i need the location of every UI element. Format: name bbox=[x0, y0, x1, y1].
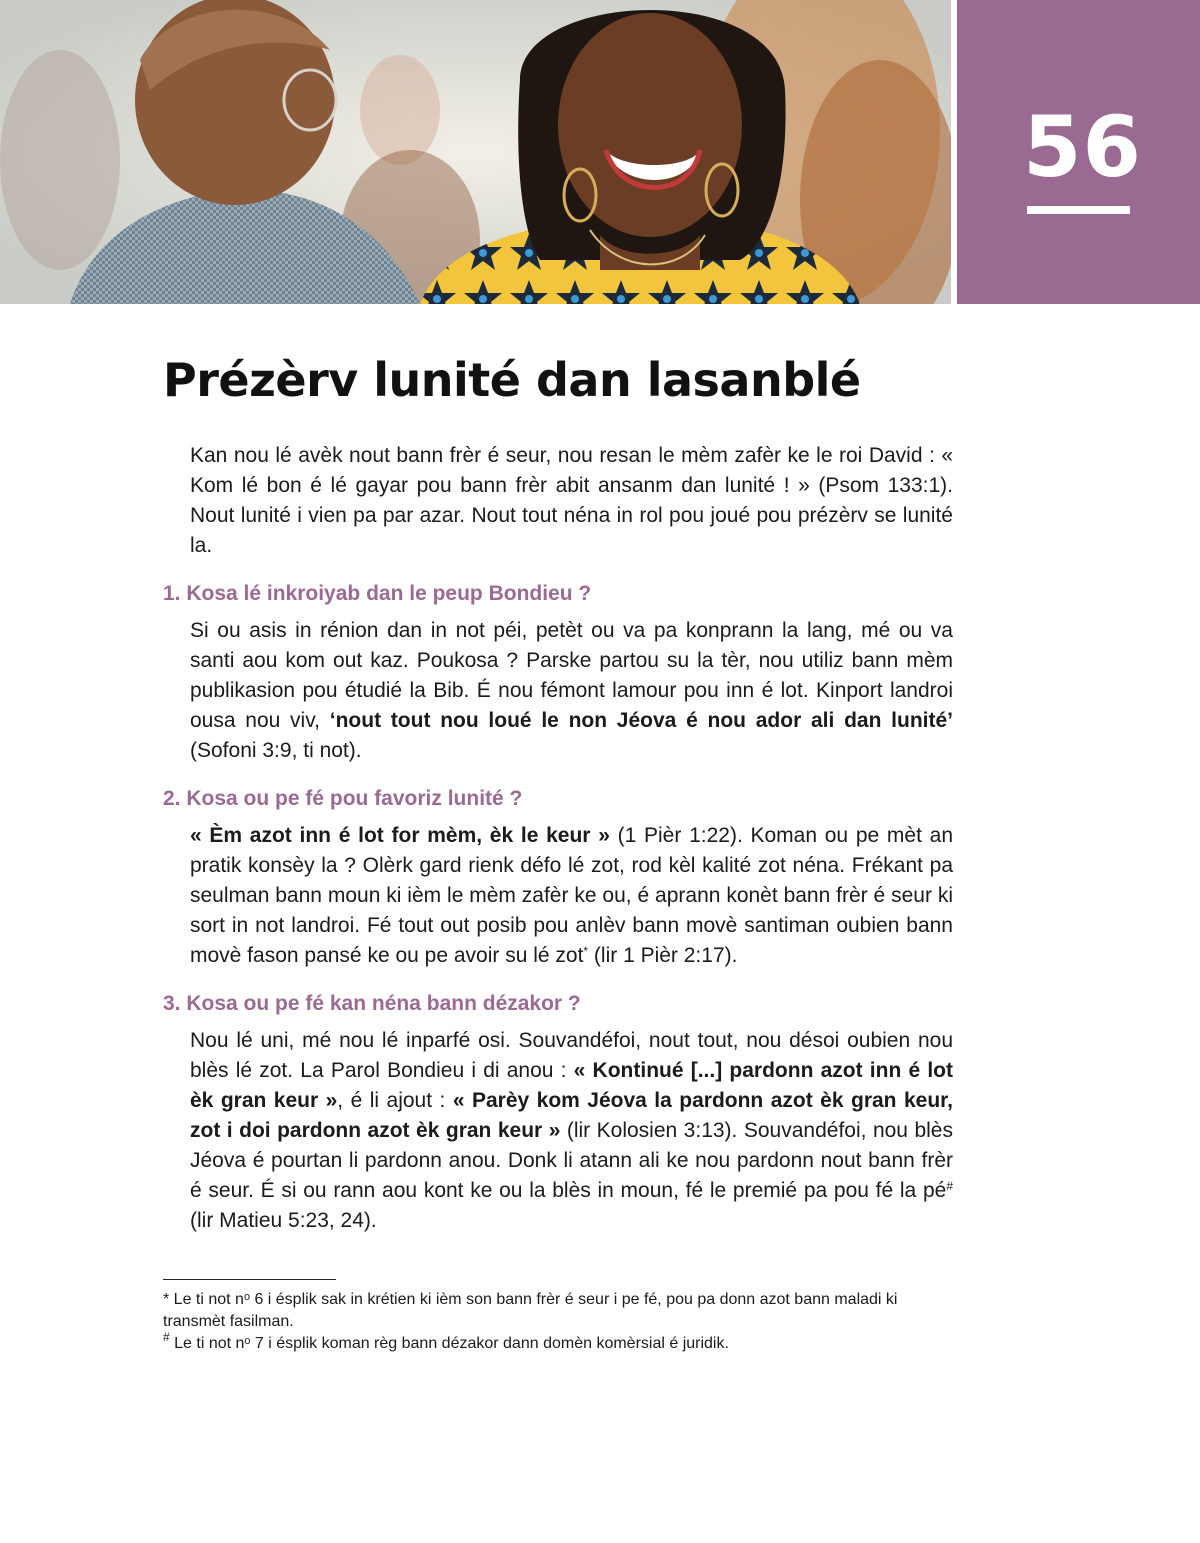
footnote-2 bbox=[163, 1330, 943, 1355]
footnote-2-mark: # bbox=[163, 1330, 170, 1344]
footnotes bbox=[163, 1289, 943, 1355]
answer-3-text-b: , é li ajout : bbox=[337, 1089, 453, 1112]
answer-3-text-a: Nou lé uni, mé nou lé inparfé osi. Souvandéfoi, nout tout, nou désoi oubien nou blès lé zot. La Parol Bondieu i di anou : bbox=[190, 1029, 953, 1082]
answer-3-text-d: (lir Matieu 5:23, 24). bbox=[190, 1209, 377, 1232]
footnote-2-text: Le ti not nᵒ 7 i ésplik koman règ bann dézakor dann domèn komèrsial é juridik. bbox=[169, 1335, 729, 1352]
footnote-1-mark: * bbox=[163, 1291, 170, 1308]
answer-1-text-b: (Sofoni 3:9, ti not). bbox=[190, 739, 362, 762]
intro-paragraph: Kan nou lé avèk nout bann frèr é seur, nou resan le mèm zafèr ke le roi David : « Kom lé bon é lé gayar pou bann frèr abit ansanm dan lunité ! » (Psom 133:1). Nout lunité i vien pa par azar. Nout tout néna in rol pou joué pou prézèrv se lunité la. bbox=[190, 444, 953, 557]
lesson-number: 56 bbox=[1023, 98, 1142, 196]
answer-3-quote-2: « Parèy kom Jéova la pardonn azot èk gran keur, zot i doi pardonn azot èk gran keur » bbox=[190, 1089, 954, 1142]
lesson-content bbox=[163, 441, 953, 1236]
answer-3-text-c: (lir Kolosien 3:13). Souvandéfoi, nou blès Jéova é pourtan li pardonn anou. Donk li atann ali ke nou pardonn nout bann frèr é seur. É si ou rann aou kont ke ou la blès in moun, fé le premié pa pou fé la pé bbox=[190, 1119, 953, 1202]
page-title: Prézèrv lunité dan lasanblé bbox=[163, 353, 861, 407]
answer-2-quote: « Èm azot inn é lot for mèm, èk le keur » bbox=[190, 824, 610, 847]
photo-illustration bbox=[0, 0, 951, 304]
answer-3 bbox=[190, 1026, 953, 1236]
footnote-1-text: Le ti not nᵒ 6 i ésplik sak in krétien ki ièm son bann frèr é seur i pe fé, pou pa donn azot bann maladi ki transmèt fasilman. bbox=[163, 1291, 898, 1330]
footnote-divider bbox=[163, 1279, 336, 1280]
question-3: 3. Kosa ou pe fé kan néna bann dézakor ? bbox=[163, 992, 581, 1015]
lesson-number-underline bbox=[1027, 206, 1130, 214]
footnote-1 bbox=[163, 1289, 943, 1333]
question-2: 2. Kosa ou pe fé pou favoriz lunité ? bbox=[163, 787, 523, 810]
footnote-ref-star[interactable]: * bbox=[583, 944, 589, 958]
footnote-ref-hash[interactable]: # bbox=[946, 1179, 953, 1193]
header-photo bbox=[0, 0, 951, 304]
answer-2-text-b: (lir 1 Pièr 2:17). bbox=[588, 944, 738, 967]
lesson-badge bbox=[957, 0, 1200, 304]
answer-2 bbox=[190, 821, 953, 971]
question-1: 1. Kosa lé inkroiyab dan le peup Bondieu ? bbox=[163, 582, 592, 605]
answer-1 bbox=[190, 616, 953, 766]
answer-2-text-a: (1 Pièr 1:22). Koman ou pe mèt an pratik konsèy la ? Olèrk gard rienk défo lé zot, rod kèl kalité zot néna. Frékant pa seulman bann moun ki ièm le mèm zafèr ke ou, é aprann konèt bann frèr é seur ki sort in not landroi. Fé tout out posib pou anlèv bann movè santiman oubien bann movè fason pansé ke ou pe avoir su lé zot bbox=[190, 824, 954, 967]
answer-1-quote: ‘nout tout nou loué le non Jéova é nou ador ali dan lunité’ bbox=[329, 709, 953, 732]
answer-3-quote-1: « Kontinué [...] pardonn azot inn é lot èk gran keur » bbox=[190, 1059, 953, 1112]
answer-1-text-a: Si ou asis in rénion dan in not péi, petèt ou va pa konprann la lang, mé ou va santi aou kom out kaz. Poukosa ? Parske partou su la tèr, nou utiliz bann mèm publikasion pou étudié la Bib. É nou fémont lamour pou inn é lot. Kinport landroi ousa nou viv, bbox=[190, 619, 953, 732]
